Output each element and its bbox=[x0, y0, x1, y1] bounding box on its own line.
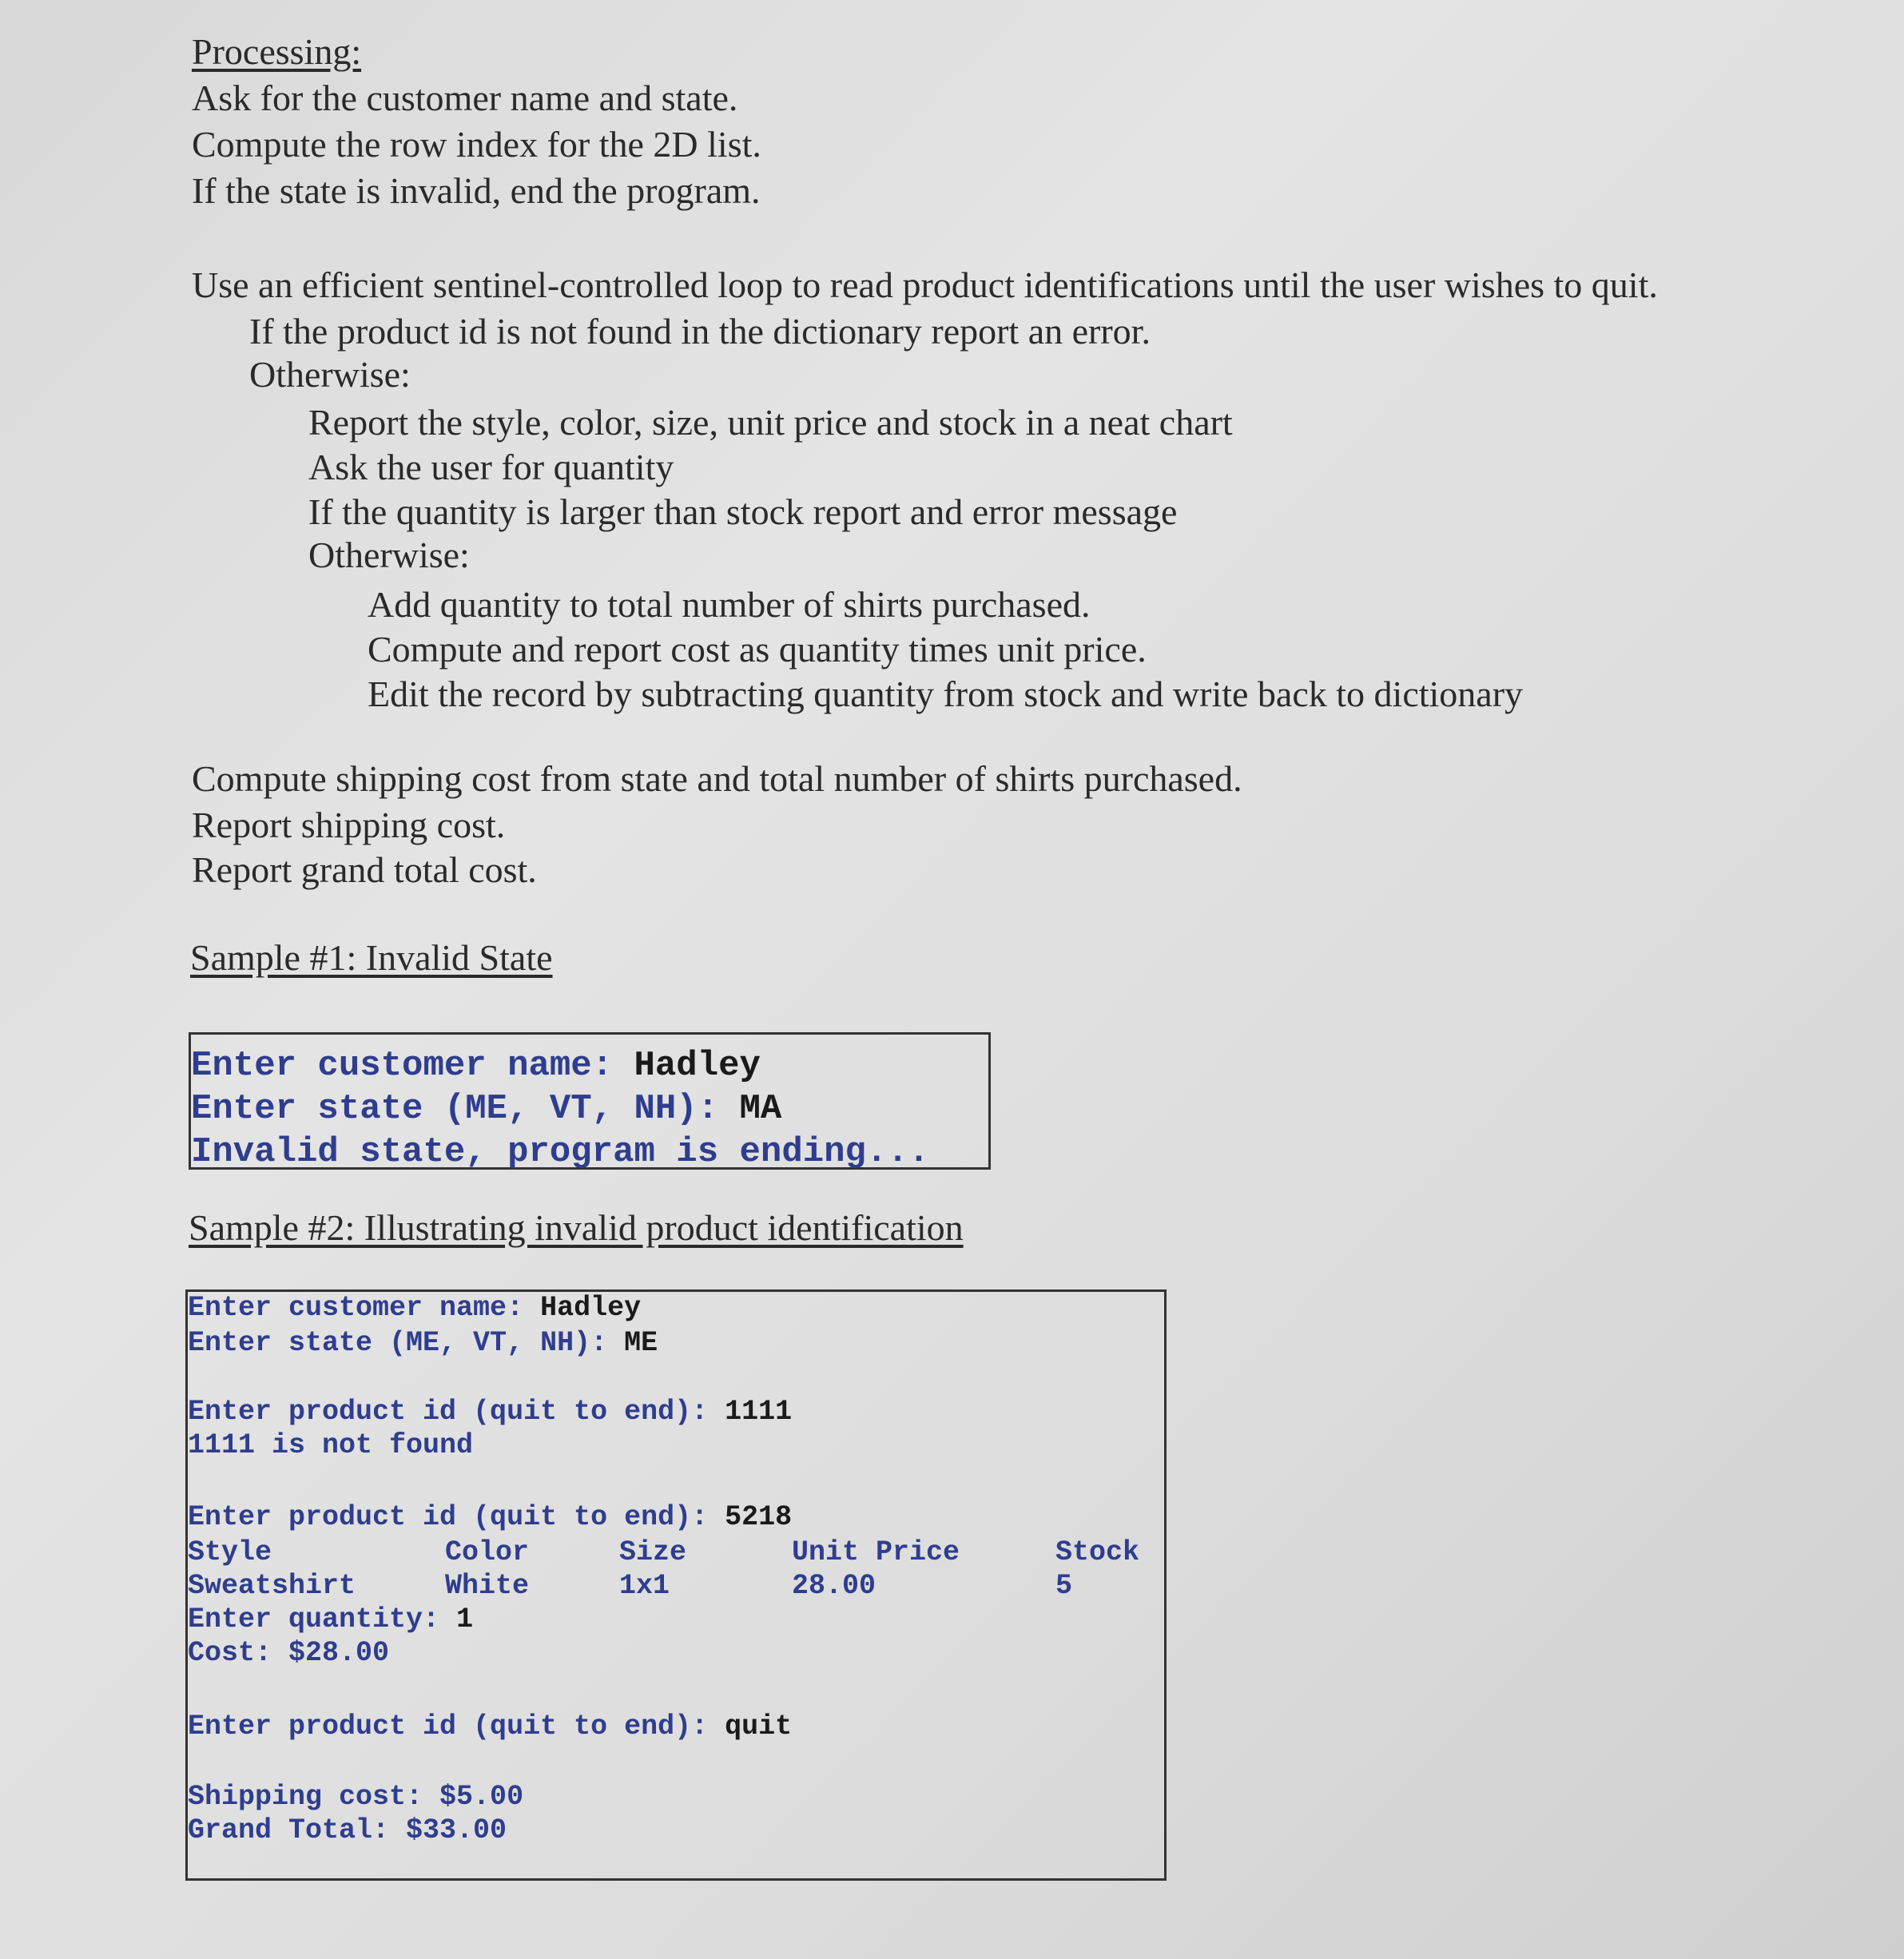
table-header-style: Style bbox=[188, 1536, 272, 1568]
sample1-console bbox=[189, 1032, 991, 1170]
sample1-state-line bbox=[191, 1089, 781, 1129]
table-header-size: Size bbox=[619, 1536, 687, 1568]
processing-heading: Processing: bbox=[192, 31, 362, 72]
product-prompt: Enter product id (quit to end): bbox=[188, 1501, 725, 1533]
quantity-prompt: Enter quantity: bbox=[188, 1603, 457, 1635]
table-cell-unit-price: 28.00 bbox=[792, 1570, 876, 1602]
loop-intro: Use an efficient sentinel-controlled loop to read product identifications until the user wishes to quit. bbox=[192, 264, 1658, 305]
table-cell-style: Sweatshirt bbox=[188, 1570, 356, 1602]
table-header-unit-price: Unit Price bbox=[792, 1536, 960, 1568]
product-value: 5218 bbox=[725, 1501, 793, 1533]
name-prompt: Enter customer name: bbox=[191, 1046, 634, 1086]
sample1-heading: Sample #1: Invalid State bbox=[190, 937, 553, 978]
state-value: ME bbox=[624, 1327, 658, 1359]
sample2-console bbox=[185, 1289, 1167, 1881]
sample1-name-line bbox=[191, 1046, 761, 1086]
sample2-not-found-message: 1111 is not found bbox=[188, 1429, 474, 1461]
loop-report-chart: Report the style, color, size, unit price and stock in a neat chart bbox=[308, 402, 1233, 443]
name-prompt: Enter customer name: bbox=[188, 1292, 541, 1324]
loop-add-quantity: Add quantity to total number of shirts purchased. bbox=[368, 584, 1091, 625]
loop-ask-quantity: Ask the user for quantity bbox=[308, 447, 674, 487]
processing-line: Compute the row index for the 2D list. bbox=[192, 124, 761, 165]
processing-line: Ask for the customer name and state. bbox=[192, 77, 738, 118]
product-prompt: Enter product id (quit to end): bbox=[188, 1396, 725, 1428]
product-value: quit bbox=[725, 1711, 793, 1742]
final-line: Compute shipping cost from state and total number of shirts purchased. bbox=[192, 758, 1242, 799]
quantity-value: 1 bbox=[456, 1603, 474, 1635]
sample2-grand-total-line: Grand Total: $33.00 bbox=[188, 1814, 507, 1846]
sample2-name-line bbox=[188, 1292, 641, 1324]
name-value: Hadley bbox=[540, 1292, 642, 1324]
sample2-product-line-2 bbox=[188, 1501, 792, 1533]
table-header-stock: Stock bbox=[1055, 1536, 1140, 1568]
loop-edit-record: Edit the record by subtracting quantity from stock and write back to dictionary bbox=[368, 674, 1524, 714]
state-prompt: Enter state (ME, VT, NH): bbox=[188, 1327, 625, 1359]
final-line: Report grand total cost. bbox=[192, 849, 537, 890]
final-line: Report shipping cost. bbox=[192, 805, 506, 845]
product-prompt: Enter product id (quit to end): bbox=[188, 1711, 725, 1742]
sample2-quantity-line bbox=[188, 1603, 473, 1635]
loop-compute-cost: Compute and report cost as quantity times unit price. bbox=[368, 629, 1147, 670]
sample2-product-line-3 bbox=[188, 1711, 792, 1742]
loop-otherwise: Otherwise: bbox=[249, 354, 411, 395]
sample1-invalid-message: Invalid state, program is ending... bbox=[191, 1132, 930, 1172]
table-cell-color: White bbox=[445, 1570, 530, 1602]
table-cell-size: 1x1 bbox=[619, 1570, 670, 1602]
state-prompt: Enter state (ME, VT, NH): bbox=[191, 1089, 740, 1129]
processing-line: If the state is invalid, end the program. bbox=[192, 170, 761, 211]
sample2-heading: Sample #2: Illustrating invalid product identification bbox=[189, 1207, 964, 1248]
name-value: Hadley bbox=[634, 1046, 761, 1086]
sample2-state-line bbox=[188, 1327, 658, 1359]
table-cell-stock: 5 bbox=[1055, 1570, 1073, 1602]
state-value: MA bbox=[739, 1089, 782, 1129]
sample2-product-line-1 bbox=[188, 1396, 792, 1428]
loop-not-found: If the product id is not found in the dictionary report an error. bbox=[249, 311, 1151, 352]
loop-larger-than-stock: If the quantity is larger than stock report and error message bbox=[308, 491, 1178, 532]
product-value: 1111 bbox=[725, 1396, 793, 1428]
loop-otherwise-inner: Otherwise: bbox=[308, 534, 470, 575]
sample2-shipping-line: Shipping cost: $5.00 bbox=[188, 1781, 524, 1813]
sample2-cost-line: Cost: $28.00 bbox=[188, 1637, 390, 1669]
table-header-color: Color bbox=[445, 1536, 530, 1568]
